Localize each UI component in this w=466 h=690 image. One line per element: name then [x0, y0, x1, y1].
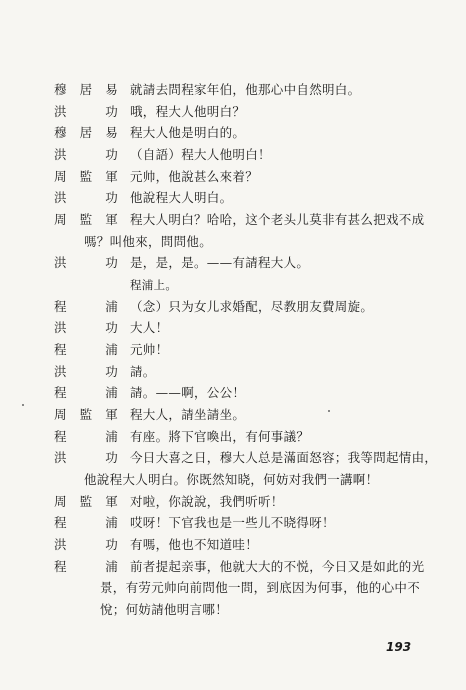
- dialogue-text: 程大人他是明白的。: [130, 125, 246, 140]
- dialogue-text: 他說程大人明白。: [130, 190, 233, 205]
- speaker-name: 程 浦: [54, 342, 118, 357]
- speaker-name: 程 浦: [54, 299, 118, 314]
- stage-direction-text: 程浦上。: [130, 278, 178, 292]
- dialogue-text: 有嗎，他也不知道哇！: [130, 537, 259, 552]
- speaker-name: 周監軍: [54, 494, 118, 509]
- dialogue-text: 就請去問程家年伯，他那心中自然明白。: [130, 82, 361, 97]
- dialogue-text: （自語）程大人他明白！: [130, 147, 271, 162]
- speaker-name: 洪 功: [54, 450, 118, 465]
- speaker-name: 程 浦: [54, 559, 118, 574]
- speaker-name: 穆居易: [54, 125, 118, 140]
- speaker-name: 周監軍: [54, 169, 118, 184]
- dialogue-text: 今日大喜之日，穆大人总是滿面怒容；我等問起情由，: [130, 450, 438, 465]
- dialogue-text: 請。: [130, 364, 156, 379]
- paper-speck: [328, 410, 330, 412]
- dialogue-text: 大人！: [130, 320, 169, 335]
- dialogue-text: 前者提起亲事，他就大大的不悦，今日又是如此的光: [130, 559, 425, 574]
- dialogue-text: 哎呀！下官我也是一些儿不晓得呀！: [130, 515, 335, 530]
- speaker-name: 程 浦: [54, 385, 118, 400]
- speaker-name: 洪 功: [54, 537, 118, 552]
- dialogue-text: 嗎？叫他來，問問他。: [84, 234, 213, 249]
- speaker-name: 洪 功: [54, 364, 118, 379]
- dialogue-text: 有座。將下官喚出，有何事議？: [130, 429, 310, 444]
- speaker-name: 周監軍: [54, 407, 118, 422]
- speaker-name: 程 浦: [54, 515, 118, 530]
- speaker-name: 洪 功: [54, 190, 118, 205]
- speaker-name: 洪 功: [54, 255, 118, 270]
- page-number: 193: [386, 640, 412, 654]
- speaker-name: 洪 功: [54, 320, 118, 335]
- dialogue-text: 請。——啊，公公！: [130, 385, 246, 400]
- dialogue-text: 程大人，請坐請坐。: [130, 407, 246, 422]
- speaker-name: 程 浦: [54, 429, 118, 444]
- dialogue-text: 哦，程大人他明白？: [130, 104, 246, 119]
- dialogue-text: 对啦，你說說，我們听听！: [130, 494, 284, 509]
- dialogue-text: 悅；何妨請他明言哪！: [100, 602, 229, 617]
- dialogue-text: 程大人明白？哈哈，这个老头儿莫非有甚么把戏不成: [130, 212, 425, 227]
- dialogue-text: 是，是，是。——有請程大人。: [130, 255, 310, 270]
- dialogue-text: 元帅！: [130, 342, 169, 357]
- speaker-name: 穆居易: [54, 82, 118, 97]
- dialogue-text: 他說程大人明白。你既然知晓，何妨对我們一講啊！: [84, 472, 379, 487]
- speaker-name: 周監軍: [54, 212, 118, 227]
- dialogue-text: 景，有劳元帅向前問他一問，到底因为何事，他的心中不: [100, 580, 421, 595]
- speaker-name: 洪 功: [54, 147, 118, 162]
- speaker-name: 洪 功: [54, 104, 118, 119]
- dialogue-text: （念）只为女儿求婚配，尽教朋友費周旋。: [130, 299, 374, 314]
- dialogue-text: 元帅，他說甚么來着？: [130, 169, 259, 184]
- paper-speck: [22, 404, 24, 406]
